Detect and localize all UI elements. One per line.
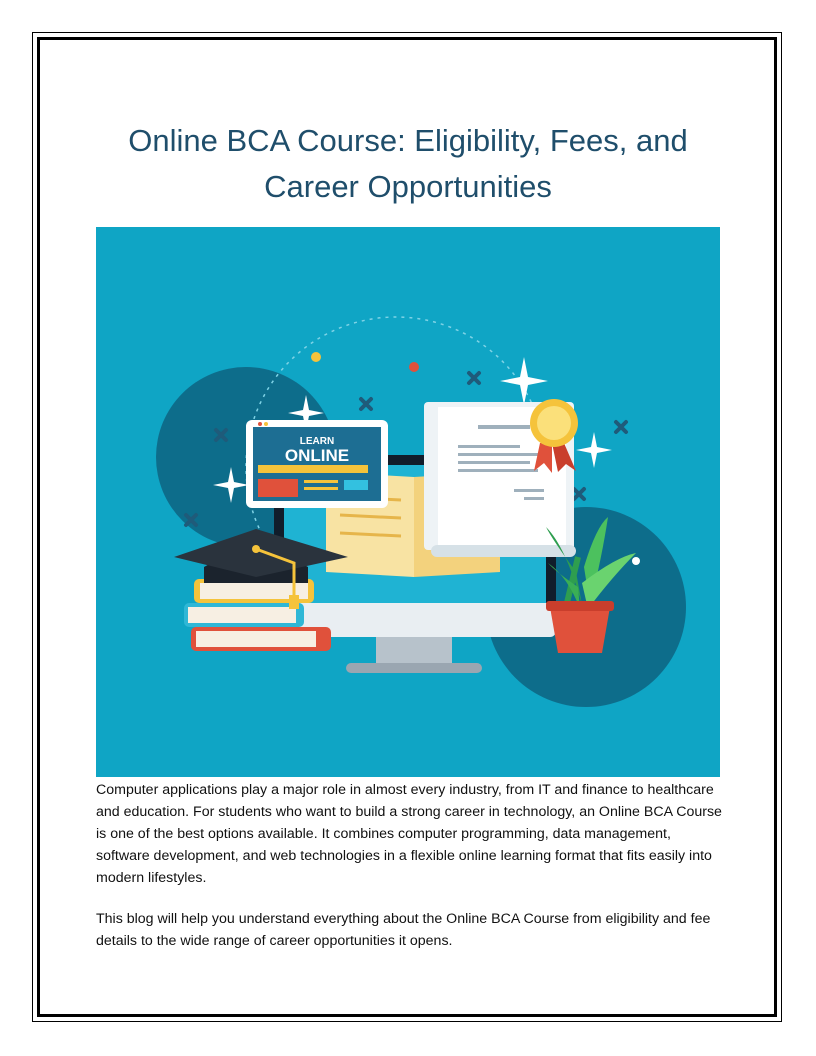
learn-online-sign bbox=[246, 420, 388, 508]
page-title: Online BCA Course: Eligibility, Fees, and Career Opportunities bbox=[128, 123, 688, 204]
summary-paragraph: This blog will help you understand everything about the Online BCA Course from eligibility and fee details to the wide range of career opportunities it opens. bbox=[96, 911, 711, 949]
intro-paragraph: Computer applications play a major role in almost every industry, from IT and finance to healthcare and education. For students who want to build a strong career in technology, an Online BCA Course is one of the best options available. It combines computer programming, data management, software development, and web technologies in a flexible online learning format that fits easily into modern lifestyles. bbox=[96, 782, 722, 886]
sign-text-online: ONLINE bbox=[284, 446, 350, 465]
certificate-icon bbox=[424, 399, 578, 557]
sign-text-learn: LEARN bbox=[299, 436, 335, 447]
hero-illustration bbox=[96, 227, 720, 777]
